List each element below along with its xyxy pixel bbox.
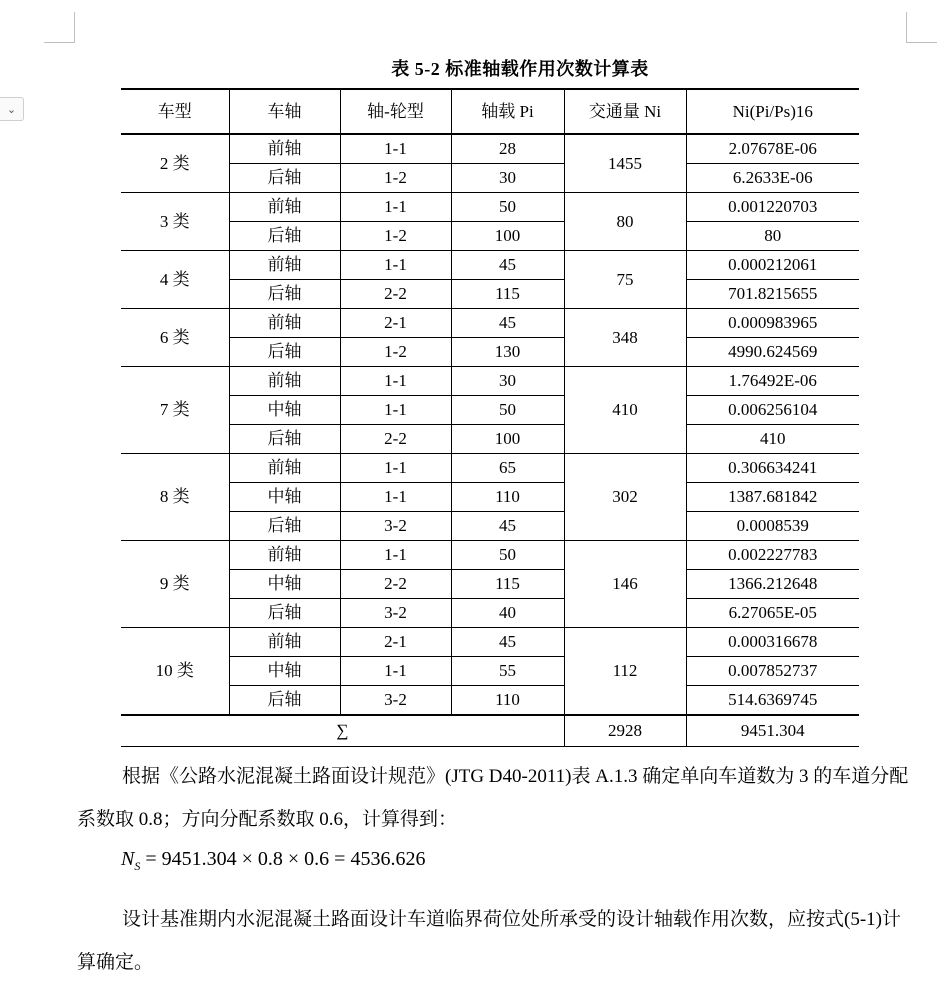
equivalent-result-cell: 6.2633E-06 xyxy=(686,164,859,193)
paragraph-design-axle-load: 设计基准期内水泥混凝土路面设计车道临界荷位处所承受的设计轴载作用次数，应按式(5-1)计算确定。 xyxy=(77,909,901,973)
wheel-type-cell: 2-2 xyxy=(340,570,451,599)
wheel-type-cell: 1-1 xyxy=(340,367,451,396)
axle-load-cell: 50 xyxy=(451,541,564,570)
axle-load-cell: 28 xyxy=(451,134,564,164)
axle-cell: 前轴 xyxy=(229,628,340,657)
axle-load-cell: 45 xyxy=(451,251,564,280)
axle-cell: 后轴 xyxy=(229,338,340,367)
axle-cell: 前轴 xyxy=(229,134,340,164)
header-traffic-volume: 交通量 Ni xyxy=(564,89,686,134)
total-traffic: 2928 xyxy=(564,715,686,747)
wheel-type-cell: 1-1 xyxy=(340,657,451,686)
axle-cell: 前轴 xyxy=(229,193,340,222)
vehicle-type-cell: 10 类 xyxy=(121,628,229,716)
total-result: 9451.304 xyxy=(686,715,859,747)
equivalent-result-cell: 0.000983965 xyxy=(686,309,859,338)
axle-load-cell: 110 xyxy=(451,483,564,512)
axle-cell: 中轴 xyxy=(229,483,340,512)
equivalent-result-cell: 1.76492E-06 xyxy=(686,367,859,396)
axle-cell: 后轴 xyxy=(229,599,340,628)
axle-load-cell: 115 xyxy=(451,280,564,309)
wheel-type-cell: 1-2 xyxy=(340,222,451,251)
table-row xyxy=(121,686,859,716)
table-row xyxy=(121,483,859,512)
axle-cell: 后轴 xyxy=(229,425,340,454)
wheel-type-cell: 1-1 xyxy=(340,483,451,512)
equivalent-result-cell: 0.001220703 xyxy=(686,193,859,222)
table-row xyxy=(121,193,859,222)
table-row xyxy=(121,512,859,541)
equivalent-result-cell: 701.8215655 xyxy=(686,280,859,309)
page-corner-top-left xyxy=(44,12,75,43)
equivalent-result-cell: 0.000316678 xyxy=(686,628,859,657)
axle-cell: 后轴 xyxy=(229,280,340,309)
wheel-type-cell: 3-2 xyxy=(340,686,451,716)
wheel-type-cell: 2-2 xyxy=(340,280,451,309)
table-row xyxy=(121,425,859,454)
wheel-type-cell: 1-1 xyxy=(340,396,451,425)
table-row xyxy=(121,541,859,570)
table-header-row xyxy=(121,89,859,134)
table-body xyxy=(121,134,859,715)
axle-cell: 前轴 xyxy=(229,367,340,396)
table-row xyxy=(121,309,859,338)
equivalent-result-cell: 0.306634241 xyxy=(686,454,859,483)
vehicle-type-cell: 4 类 xyxy=(121,251,229,309)
table-row xyxy=(121,280,859,309)
traffic-volume-cell: 348 xyxy=(564,309,686,367)
page-corner-top-right xyxy=(906,12,937,43)
axle-load-cell: 45 xyxy=(451,628,564,657)
equivalent-result-cell: 514.6369745 xyxy=(686,686,859,716)
axle-cell: 后轴 xyxy=(229,512,340,541)
table-row xyxy=(121,367,859,396)
axle-cell: 中轴 xyxy=(229,396,340,425)
wheel-type-cell: 2-1 xyxy=(340,628,451,657)
vehicle-type-cell: 3 类 xyxy=(121,193,229,251)
table-title: 表 5-2 标准轴载作用次数计算表 xyxy=(391,59,649,79)
axle-cell: 中轴 xyxy=(229,657,340,686)
header-vehicle-type: 车型 xyxy=(121,89,229,134)
traffic-volume-cell: 112 xyxy=(564,628,686,716)
header-wheel-type: 轴-轮型 xyxy=(340,89,451,134)
wheel-type-cell: 1-1 xyxy=(340,134,451,164)
axle-cell: 后轴 xyxy=(229,164,340,193)
wheel-type-cell: 1-1 xyxy=(340,454,451,483)
table-row xyxy=(121,251,859,280)
traffic-volume-cell: 75 xyxy=(564,251,686,309)
equivalent-result-cell: 1387.681842 xyxy=(686,483,859,512)
table-row xyxy=(121,570,859,599)
traffic-volume-cell: 146 xyxy=(564,541,686,628)
traffic-volume-cell: 410 xyxy=(564,367,686,454)
total-label: ∑ xyxy=(121,715,564,747)
wheel-type-cell: 1-1 xyxy=(340,193,451,222)
wheel-type-cell: 1-1 xyxy=(340,251,451,280)
paragraph-lane-factors: 根据《公路水泥混凝土路面设计规范》(JTG D40-2011)表 A.1.3 确定单向车道数为 3 的车道分配系数取 0.8；方向分配系数取 0.6，计算得到： xyxy=(77,766,909,830)
axle-cell: 前轴 xyxy=(229,309,340,338)
wheel-type-cell: 1-1 xyxy=(340,541,451,570)
total-row xyxy=(121,715,859,747)
table-row xyxy=(121,628,859,657)
equivalent-result-cell: 0.006256104 xyxy=(686,396,859,425)
axle-cell: 前轴 xyxy=(229,541,340,570)
axle-cell: 中轴 xyxy=(229,570,340,599)
table-row xyxy=(121,454,859,483)
vehicle-type-cell: 6 类 xyxy=(121,309,229,367)
axle-load-cell: 50 xyxy=(451,396,564,425)
table-row xyxy=(121,599,859,628)
equivalent-result-cell: 0.002227783 xyxy=(686,541,859,570)
table-row xyxy=(121,164,859,193)
table-row xyxy=(121,134,859,164)
traffic-volume-cell: 1455 xyxy=(564,134,686,193)
table-row xyxy=(121,396,859,425)
axle-load-cell: 45 xyxy=(451,309,564,338)
axle-cell: 后轴 xyxy=(229,686,340,716)
header-axle-load: 轴载 Pi xyxy=(451,89,564,134)
table-row xyxy=(121,657,859,686)
vehicle-type-cell: 9 类 xyxy=(121,541,229,628)
axle-load-table xyxy=(121,88,859,747)
axle-load-cell: 100 xyxy=(451,425,564,454)
equivalent-result-cell: 1366.212648 xyxy=(686,570,859,599)
axle-load-cell: 30 xyxy=(451,367,564,396)
axle-cell: 前轴 xyxy=(229,251,340,280)
axle-load-cell: 55 xyxy=(451,657,564,686)
axle-cell: 后轴 xyxy=(229,222,340,251)
chevron-down-icon: ⌄ xyxy=(6,102,17,116)
traffic-volume-cell: 302 xyxy=(564,454,686,541)
equivalent-result-cell: 4990.624569 xyxy=(686,338,859,367)
axle-load-cell: 130 xyxy=(451,338,564,367)
axle-load-cell: 65 xyxy=(451,454,564,483)
equivalent-result-cell: 410 xyxy=(686,425,859,454)
equivalent-result-cell: 0.007852737 xyxy=(686,657,859,686)
formula-ns: $N_S = 9451.304 \times 0.8 \times 0.6 = 4536.626$ xyxy=(121,848,426,873)
axle-load-cell: 110 xyxy=(451,686,564,716)
wheel-type-cell: 2-2 xyxy=(340,425,451,454)
header-equivalent-result: Ni(Pi/Ps)16 xyxy=(686,89,859,134)
vehicle-type-cell: 2 类 xyxy=(121,134,229,193)
axle-load-cell: 45 xyxy=(451,512,564,541)
table-row xyxy=(121,338,859,367)
equivalent-result-cell: 2.07678E-06 xyxy=(686,134,859,164)
wheel-type-cell: 3-2 xyxy=(340,512,451,541)
vehicle-type-cell: 7 类 xyxy=(121,367,229,454)
wheel-type-cell: 1-2 xyxy=(340,338,451,367)
equivalent-result-cell: 6.27065E-05 xyxy=(686,599,859,628)
axle-load-cell: 100 xyxy=(451,222,564,251)
axle-load-cell: 50 xyxy=(451,193,564,222)
traffic-volume-cell: 80 xyxy=(564,193,686,251)
header-axle: 车轴 xyxy=(229,89,340,134)
axle-load-cell: 115 xyxy=(451,570,564,599)
side-dropdown-button[interactable] xyxy=(0,97,24,121)
axle-load-cell: 30 xyxy=(451,164,564,193)
wheel-type-cell: 1-2 xyxy=(340,164,451,193)
axle-cell: 前轴 xyxy=(229,454,340,483)
equivalent-result-cell: 0.0008539 xyxy=(686,512,859,541)
wheel-type-cell: 3-2 xyxy=(340,599,451,628)
axle-load-cell: 40 xyxy=(451,599,564,628)
wheel-type-cell: 2-1 xyxy=(340,309,451,338)
table-row xyxy=(121,222,859,251)
vehicle-type-cell: 8 类 xyxy=(121,454,229,541)
equivalent-result-cell: 0.000212061 xyxy=(686,251,859,280)
equivalent-result-cell: 80 xyxy=(686,222,859,251)
